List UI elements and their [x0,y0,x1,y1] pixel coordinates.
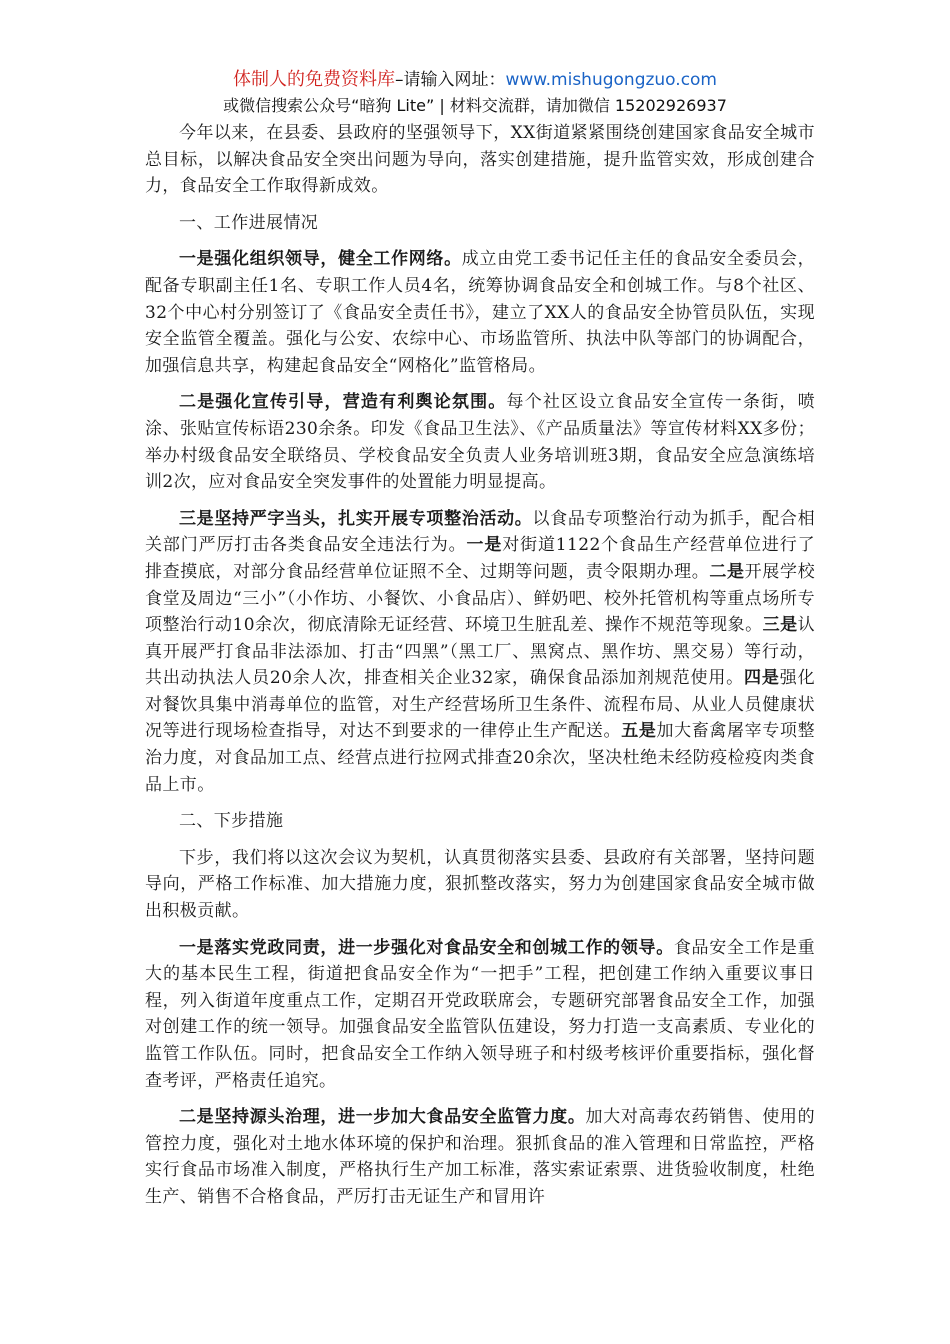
paragraph-lead: 二是强化宣传引导，营造有利舆论氛围。 [179,392,507,413]
section-heading-progress: 一、工作进展情况 [179,212,319,233]
paragraph-next-steps-intro: 下步，我们将以这次会议为契机，认真贯彻落实县委、县政府有关部署，坚持问题导向，严格工作标准、加大措施力度，狠抓整改落实，努力为创建国家食品安全城市做出积极贡献。 [145,847,815,922]
paragraph-text: 以食品专项整治行动为抓手，配合相关部门严厉打击各类食品安全违法行为。 [145,508,815,556]
paragraph-text: 成立由党工委书记任主任的食品安全委员会，配备专职副主任1名、专职工作人员4名，统筹协调食品安全和创城工作。与8个社区、32个中心村分别签订了《食品安全责任书》，建立了XX人的食品安全协管员队伍，实现安全监管全覆盖。强化与公安、农综中心、市场监管所、执法中队等部门的协调配合，加强信息共享，构建起食品安全“网格化”监管格局。 [145,249,816,376]
paragraph-text: 对街道1122个食品生产经营单位进行了排查摸底，对部分食品经营单位证照不全、过期等问题，责令限期办理。 [145,535,815,582]
section-heading-next-steps: 二、下步措施 [179,811,284,832]
paragraph-rectification [145,506,815,799]
site-banner [0,68,950,118]
paragraph-lead: 三是坚持严字当头，扎实开展专项整治活动。 [179,508,533,529]
paragraph-text: 强化对餐饮具集中消毒单位的监管，对生产经营场所卫生条件、流程布局、从业人员健康状况等进行现场检查指导，对达不到要求的一律停止生产配送。 [145,668,815,742]
intro-paragraph: 今年以来，在县委、县政府的坚强领导下，XX街道紧紧围绕创建国家食品安全城市总目标，以解决食品安全突出问题为导向，落实创建措施，提升监管实效，形成创建合力，食品安全工作取得新成效。 [145,123,815,197]
paragraph-text: 认真开展严打食品非法添加、打击“四黑”（黑工厂、黑窝点、黑作坊、黑交易）等行动，共出动执法人员20余人次，排查相关企业32家，确保食品添加剂规范使用。 [145,615,815,689]
paragraph-lead: 一是落实党政同责，进一步强化对食品安全和创城工作的领导。 [179,937,674,958]
item-marker: 二是 [709,561,745,582]
document-body [145,120,815,1221]
item-marker: 一是 [466,535,503,556]
item-marker: 三是 [762,615,798,636]
item-marker: 五是 [621,721,657,742]
banner-url-link[interactable]: www.mishugongzuo.com [505,70,717,90]
banner-prompt: –请输入网址： [394,70,506,90]
banner-line-2: 或微信搜索公众号“暗狗 Lite” | 材料交流群，请加微信 15202926937 [223,96,727,115]
banner-brand: 体制人的免费资料库 [232,69,395,90]
paragraph-organization [145,246,815,379]
paragraph-publicity [145,389,815,495]
paragraph-leadership [145,935,815,1095]
banner-line-1 [0,68,950,92]
paragraph-text: 每个社区设立食品安全宣传一条街，喷涂、张贴宣传标语230余条。印发《食品卫生法》、《产品质量法》等宣传材料XX多份；举办村级食品安全联络员、学校食品安全负责人业务培训班3期，食品安全应急演练培训2次，应对食品安全突发事件的处置能力明显提高。 [145,392,815,493]
paragraph-source-control [145,1104,815,1210]
paragraph-lead: 一是强化组织领导，健全工作网络。 [179,249,462,270]
paragraph-text: 加大对高毒农药销售、使用的管控力度，强化对土地水体环境的保护和治理。狠抓食品的准入管理和日常监控，严格实行食品市场准入制度，严格执行生产加工标准，落实索证索票、进货验收制度，杜绝生产、销售不合格食品，严厉打击无证生产和冒用许 [145,1107,816,1207]
paragraph-lead: 二是坚持源头治理，进一步加大食品安全监管力度。 [179,1107,586,1128]
paragraph-text: 开展学校食堂及周边“三小”（小作坊、小餐饮、小食品店）、鲜奶吧、校外托管机构等重点场所专项整治行动10余次，彻底清除无证经营、环境卫生脏乱差、操作不规范等现象。 [145,561,815,636]
paragraph-text: 加大畜禽屠宰专项整治力度，对食品加工点、经营点进行拉网式排查20余次，坚决杜绝未经防疫检疫肉类食品上市。 [145,721,815,795]
item-marker: 四是 [744,668,780,689]
paragraph-text: 食品安全工作是重大的基本民生工程，街道把食品安全作为“一把手”工程，把创建工作纳入重要议事日程，列入街道年度重点工作，定期召开党政联席会，专题研究部署食品安全工作，加强对创建工作的统一领导。加强食品安全监管队伍建设，努力打造一支高素质、专业化的监管工作队伍。同时，把食品安全工作纳入领导班子和村级考核评价重要指标，强化督查考评，严格责任追究。 [145,937,815,1091]
